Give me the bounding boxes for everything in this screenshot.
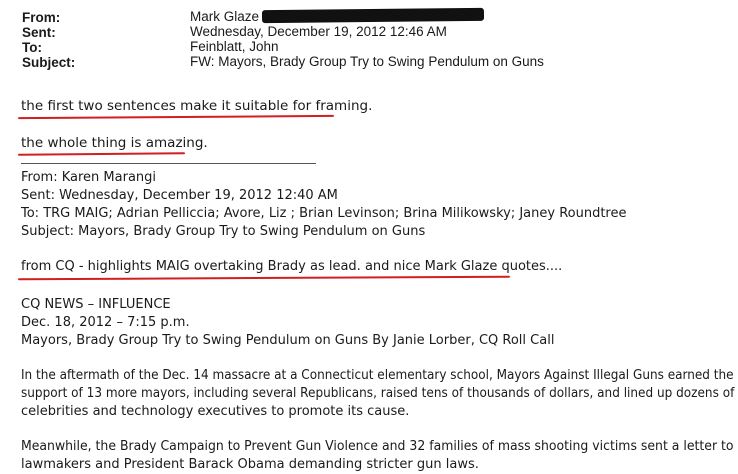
fwd-from-line: From: Karen Marangi	[21, 170, 157, 185]
from-value: Mark Glaze	[190, 9, 260, 24]
article-headline: Mayors, Brady Group Try to Swing Pendulum on Guns By Janie Lorber, CQ Roll Call	[21, 333, 555, 348]
separator-rule	[21, 163, 316, 164]
article-p1-line-2: support of 13 more mayors, including several Republicans, raised tens of thousands of dollars, and lined up dozens of	[21, 386, 735, 401]
subject-value: FW: Mayors, Brady Group Try to Swing Pendulum on Guns	[190, 54, 544, 69]
fwd-subject-line: Subject: Mayors, Brady Group Try to Swing Pendulum on Guns	[21, 224, 426, 239]
to-value: Feinblatt, John	[190, 39, 279, 54]
article-date: Dec. 18, 2012 – 7:15 p.m.	[21, 315, 190, 330]
sent-label: Sent:	[22, 25, 56, 40]
to-label: To:	[22, 40, 42, 55]
fwd-to-line: To: TRG MAIG; Adrian Pelliccia; Avore, Liz ; Brian Levinson; Brina Milikowsky; Janey Roundtree	[21, 206, 627, 221]
article-p2-line-2: lawmakers and President Barack Obama demanding stricter gun laws.	[21, 457, 479, 472]
comment-line-2: the whole thing is amazing.	[21, 135, 208, 151]
sent-value: Wednesday, December 19, 2012 12:46 AM	[190, 24, 447, 39]
article-source: CQ NEWS – INFLUENCE	[21, 297, 171, 312]
fwd-note: from CQ - highlights MAIG overtaking Brady as lead. and nice Mark Glaze quotes....	[21, 259, 563, 274]
redaction-mark	[262, 8, 484, 23]
comment-1-underline	[18, 115, 334, 119]
article-p2-line-1: Meanwhile, the Brady Campaign to Prevent Gun Violence and 32 families of mass shooting victims sent a letter to	[21, 439, 734, 454]
subject-label: Subject:	[22, 55, 76, 70]
fwd-sent-line: Sent: Wednesday, December 19, 2012 12:40 AM	[21, 188, 338, 203]
fwd-note-underline	[18, 276, 510, 281]
from-label: From:	[22, 10, 61, 25]
article-p1-line-3: celebrities and technology executives to promote its cause.	[21, 404, 410, 419]
comment-line-1: the first two sentences make it suitable for framing.	[21, 98, 373, 114]
comment-2-underline	[18, 152, 185, 155]
article-p1-line-1: In the aftermath of the Dec. 14 massacre at a Connecticut elementary school, Mayors Against Illegal Guns earned the	[21, 368, 734, 383]
